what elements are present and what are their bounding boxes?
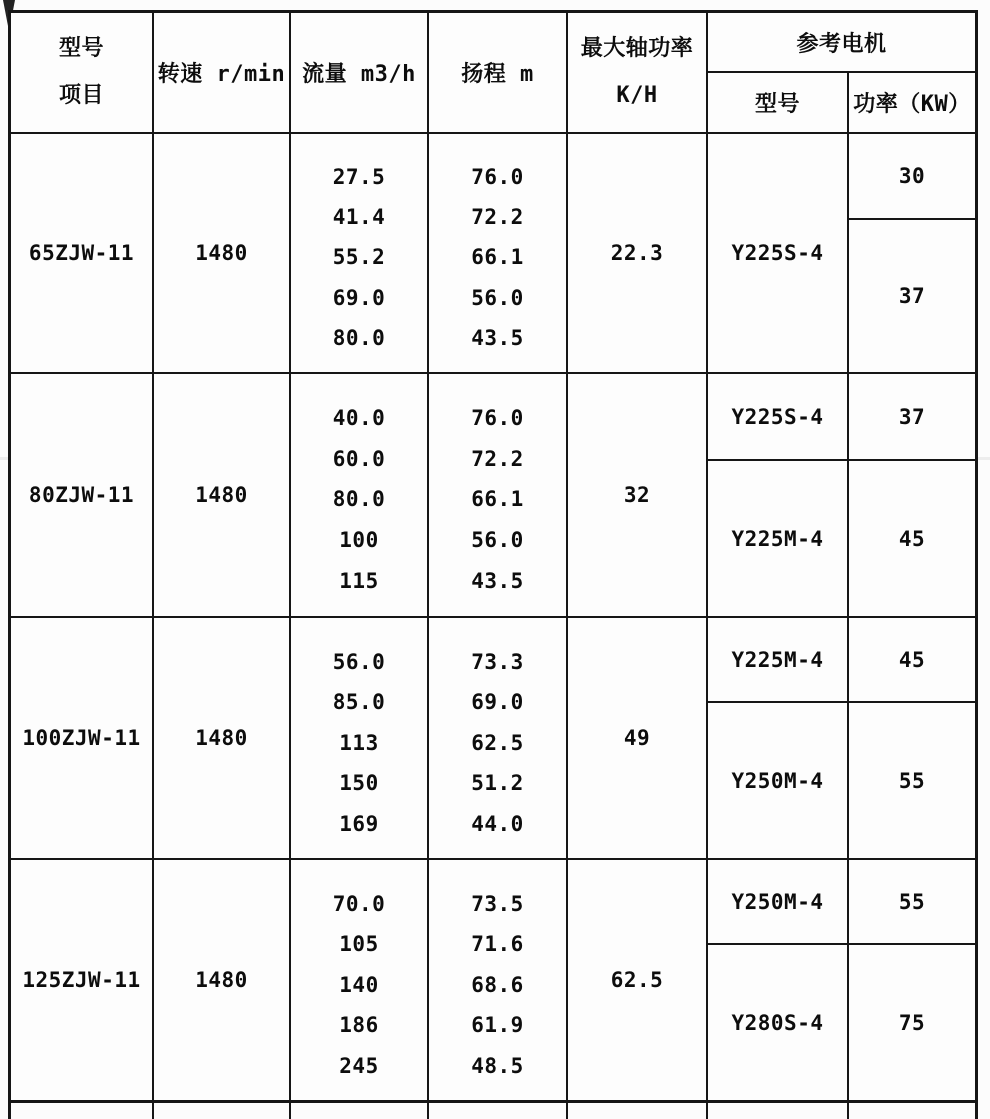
header-motor-power: 功率（KW） bbox=[849, 73, 975, 134]
head-value: 44.0 bbox=[471, 811, 524, 836]
speed-cell: 1480 bbox=[154, 860, 291, 1100]
motor-power-cell: 37 bbox=[849, 374, 975, 461]
head-value: 66.1 bbox=[471, 245, 524, 270]
flow-value: 186 bbox=[339, 1013, 379, 1037]
motor-model-cell: Y225M-4 bbox=[708, 461, 849, 618]
header-item-label: 项目 bbox=[58, 83, 104, 108]
flow-value: 41.4 bbox=[332, 205, 386, 230]
header-head: 扬程 m bbox=[429, 13, 568, 134]
model-cell: 65ZJW-11 bbox=[11, 134, 154, 374]
head-value: 43.5 bbox=[471, 569, 524, 594]
motor-model-cell: Y225M-4 bbox=[708, 618, 849, 703]
column-line-stub bbox=[849, 1103, 975, 1119]
head-value: 51.2 bbox=[471, 771, 524, 795]
head-value: 69.0 bbox=[471, 690, 524, 714]
flow-value: 80.0 bbox=[332, 487, 386, 512]
motor-power-cell: 30 bbox=[849, 134, 975, 220]
max-power-cell: 22.3 bbox=[568, 134, 708, 374]
header-max-power-line1: 最大轴功率 bbox=[580, 36, 694, 61]
motor-power-cell: 55 bbox=[849, 703, 975, 860]
flow-value: 40.0 bbox=[332, 405, 386, 430]
max-power-cell: 62.5 bbox=[568, 860, 708, 1100]
flow-value: 55.2 bbox=[332, 245, 386, 270]
speed-cell: 1480 bbox=[154, 618, 291, 860]
column-line-stub bbox=[568, 1103, 708, 1119]
flow-value: 105 bbox=[339, 932, 379, 956]
head-value: 72.2 bbox=[471, 446, 524, 471]
flow-value: 80.0 bbox=[332, 325, 386, 350]
motor-model-cell: Y225S-4 bbox=[708, 134, 849, 374]
flow-value: 113 bbox=[339, 730, 379, 755]
flow-value: 27.5 bbox=[332, 165, 386, 190]
header-max-power-line2: K/H bbox=[616, 83, 658, 108]
flow-value: 60.0 bbox=[332, 446, 386, 471]
column-line-stub bbox=[708, 1103, 849, 1119]
flow-value: 245 bbox=[339, 1053, 379, 1078]
column-line-stub bbox=[291, 1103, 429, 1119]
flow-value: 169 bbox=[339, 811, 379, 836]
flow-cell bbox=[291, 618, 429, 860]
header-motor-group: 参考电机 bbox=[708, 13, 975, 73]
motor-power-cell: 37 bbox=[849, 220, 975, 374]
pump-spec-table bbox=[8, 10, 978, 1103]
flow-cell bbox=[291, 374, 429, 618]
motor-model-cell: Y225S-4 bbox=[708, 374, 849, 461]
header-model-label: 型号 bbox=[58, 36, 104, 61]
column-line-stub bbox=[429, 1103, 568, 1119]
header-speed: 转速 r/min bbox=[154, 13, 291, 134]
flow-value: 100 bbox=[339, 528, 379, 553]
model-cell: 125ZJW-11 bbox=[11, 860, 154, 1100]
head-value: 68.6 bbox=[471, 972, 524, 997]
head-value: 73.5 bbox=[471, 891, 524, 916]
flow-cell bbox=[291, 860, 429, 1100]
motor-model-cell: Y250M-4 bbox=[708, 860, 849, 945]
flow-value: 56.0 bbox=[332, 649, 386, 674]
model-cell: 100ZJW-11 bbox=[11, 618, 154, 860]
speed-cell: 1480 bbox=[154, 134, 291, 374]
flow-value: 150 bbox=[339, 771, 379, 795]
head-value: 48.5 bbox=[471, 1053, 524, 1078]
speed-cell: 1480 bbox=[154, 374, 291, 618]
head-value: 62.5 bbox=[471, 730, 524, 755]
max-power-cell: 49 bbox=[568, 618, 708, 860]
head-cell bbox=[429, 618, 568, 860]
head-value: 43.5 bbox=[471, 325, 524, 350]
motor-power-cell: 45 bbox=[849, 461, 975, 618]
next-row-partial bbox=[8, 1103, 978, 1119]
flow-value: 140 bbox=[339, 972, 379, 997]
head-value: 76.0 bbox=[471, 165, 524, 190]
flow-cell bbox=[291, 134, 429, 374]
head-value: 66.1 bbox=[471, 487, 524, 512]
column-line-stub bbox=[154, 1103, 291, 1119]
head-value: 56.0 bbox=[471, 285, 524, 310]
model-cell: 80ZJW-11 bbox=[11, 374, 154, 618]
head-value: 71.6 bbox=[471, 932, 524, 956]
head-value: 73.3 bbox=[471, 649, 524, 674]
header-model-item bbox=[11, 13, 154, 134]
flow-value: 70.0 bbox=[332, 891, 386, 916]
motor-power-cell: 55 bbox=[849, 860, 975, 945]
motor-model-cell: Y280S-4 bbox=[708, 945, 849, 1100]
head-value: 76.0 bbox=[471, 405, 524, 430]
flow-value: 115 bbox=[339, 569, 379, 594]
head-cell bbox=[429, 374, 568, 618]
header-max-power bbox=[568, 13, 708, 134]
flow-value: 69.0 bbox=[332, 285, 386, 310]
motor-model-cell: Y250M-4 bbox=[708, 703, 849, 860]
flow-value: 85.0 bbox=[332, 690, 386, 714]
header-flow: 流量 m3/h bbox=[291, 13, 429, 134]
header-motor-model: 型号 bbox=[708, 73, 849, 134]
head-value: 56.0 bbox=[471, 528, 524, 553]
head-cell bbox=[429, 134, 568, 374]
motor-power-cell: 75 bbox=[849, 945, 975, 1100]
motor-power-cell: 45 bbox=[849, 618, 975, 703]
max-power-cell: 32 bbox=[568, 374, 708, 618]
head-cell bbox=[429, 860, 568, 1100]
head-value: 72.2 bbox=[471, 205, 524, 230]
head-value: 61.9 bbox=[471, 1013, 524, 1037]
column-line-stub bbox=[11, 1103, 154, 1119]
